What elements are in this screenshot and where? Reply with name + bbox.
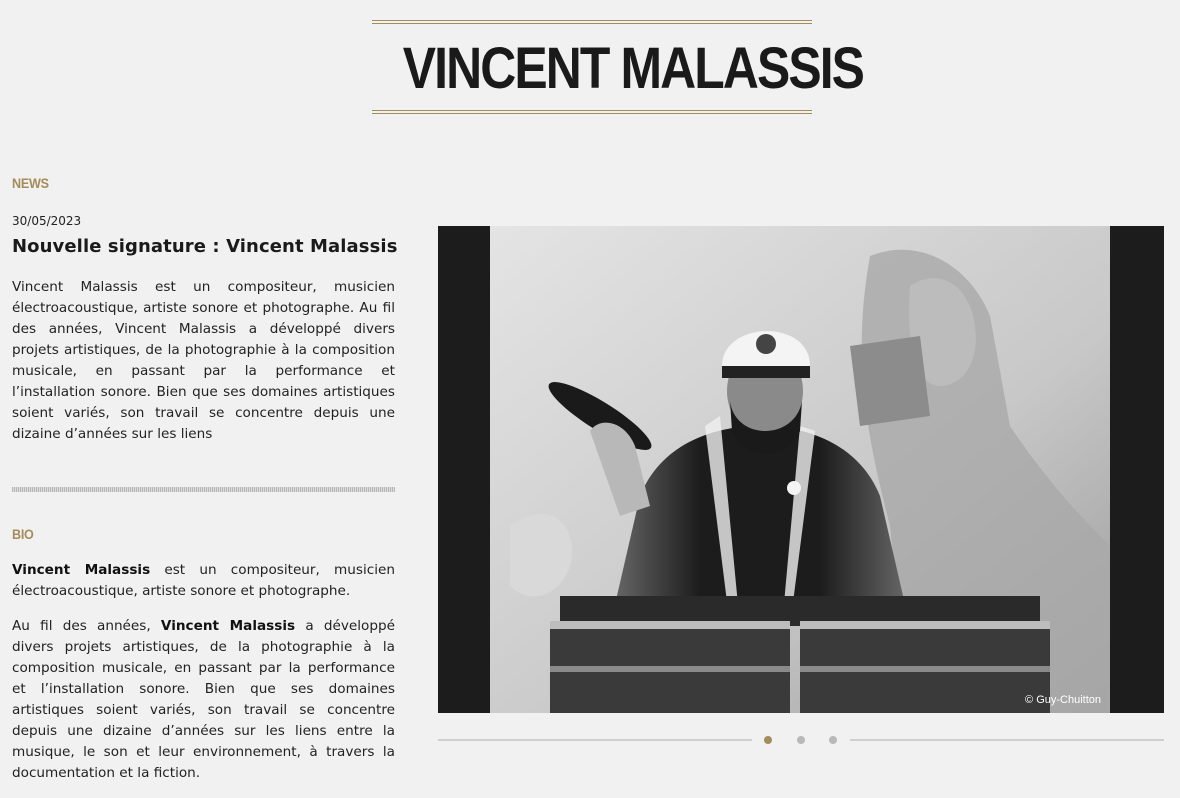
slide-dot-2[interactable]	[797, 736, 805, 744]
bio-text-span: Au fil des années,	[12, 618, 161, 634]
photo-credit: © Guy-Chuitton	[1025, 694, 1101, 706]
news-date: 30/05/2023	[12, 214, 82, 228]
pagination-rule-left	[438, 739, 752, 741]
bio-paragraph-2	[12, 616, 395, 784]
site-header	[372, 20, 864, 114]
pagination-rule-right	[850, 739, 1164, 741]
slider-pagination	[438, 734, 1164, 746]
news-title-link[interactable]: Nouvelle signature : Vincent Malassis	[12, 236, 398, 257]
bio-section-label: BIO	[12, 526, 34, 542]
section-divider	[12, 487, 395, 492]
bio-name: Vincent Malassis	[160, 618, 296, 634]
bio-text-span: est un compositeur, musicien électroacoustique, artiste sonore et photographe.	[12, 562, 395, 599]
bio-name: Vincent Malassis	[12, 562, 151, 578]
site-title[interactable]: VINCENT MALASSIS	[402, 36, 864, 101]
bio-text-span: a développé divers projets artistiques, de la photographie à la composition musicale, en passant par la performance et l’installation sonore. Bien que ses domaines artistiques soient variés, son travail se concentre depuis une dizaine d’années sur les liens entre la musique, le son et leur environnement, à travers la documentation et la fiction.	[12, 618, 396, 781]
dj-photo-illustration	[490, 226, 1110, 713]
dj-photo	[490, 226, 1110, 713]
header-top-rule	[372, 20, 812, 24]
image-slider[interactable]	[438, 226, 1164, 713]
slide-dot-1[interactable]	[764, 736, 772, 744]
bio-paragraph-1	[12, 560, 395, 602]
news-excerpt: Vincent Malassis est un compositeur, musicien électroacoustique, artiste sonore et photographe. Au fil des années, Vincent Malassis a développé divers projets artistiques, de la photographie à la composition musicale, en passant par la performance et l’installation sonore. Bien que ses domaines artistiques soient variés, son travail se concentre depuis une dizaine d’années sur les liens	[12, 279, 395, 442]
header-bottom-rule	[372, 110, 812, 114]
bio-text	[12, 560, 395, 798]
slide-dot-3[interactable]	[829, 736, 837, 744]
news-section-label: NEWS	[12, 175, 49, 191]
